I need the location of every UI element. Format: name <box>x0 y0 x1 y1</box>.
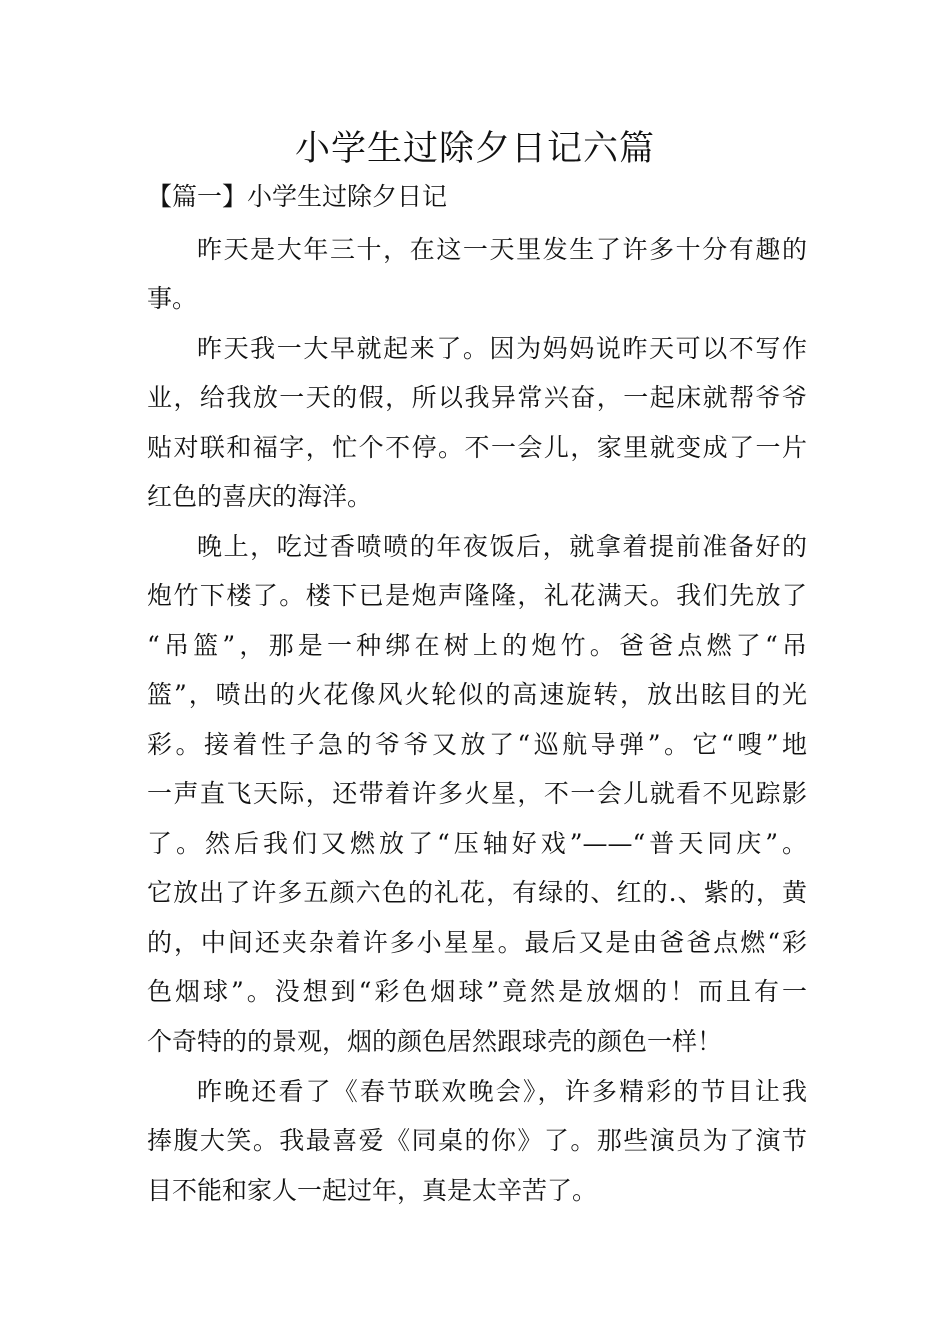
paragraph-line: 红色的喜庆的海洋。 <box>147 482 373 511</box>
paragraph-line: 捧腹大笑。我最喜爱《同桌的你》了。那些演员为了演节 <box>147 1126 807 1155</box>
paragraph-line: 篮”，喷出的火花像风火轮似的高速旋转，放出眩目的光 <box>147 680 807 709</box>
paragraph-line: “吊篮”，那是一种绑在树上的炮竹。爸爸点燃了“吊 <box>147 631 807 660</box>
paragraph-line: 彩。接着性子急的爷爷又放了“巡航导弹”。它“嗖”地 <box>147 730 807 759</box>
paragraph-line: 晚上，吃过香喷喷的年夜饭后，就拿着提前准备好的 <box>197 532 807 561</box>
paragraph-line: 一声直飞天际，还带着许多火星，不一会儿就看不见踪影 <box>147 779 807 808</box>
page-title: 小学生过除夕日记六篇 <box>294 129 655 169</box>
paragraph-line: 它放出了许多五颜六色的礼花，有绿的、红的.、紫的，黄 <box>147 878 807 907</box>
paragraph-line: 了。然后我们又燃放了“压轴好戏”——“普天同庆”。 <box>147 829 807 858</box>
paragraph-line: 个奇特的的景观，烟的颜色居然跟球壳的颜色一样！ <box>147 1027 723 1056</box>
paragraph-line: 贴对联和福字，忙个不停。不一会儿，家里就变成了一片 <box>147 433 807 462</box>
paragraph-line: 昨晚还看了《春节联欢晚会》，许多精彩的节目让我 <box>197 1077 807 1106</box>
paragraph-line: 昨天我一大早就起来了。因为妈妈说昨天可以不写作 <box>197 334 807 363</box>
paragraph-line: 业，给我放一天的假，所以我异常兴奋，一起床就帮爷爷 <box>147 383 807 412</box>
paragraph-line: 色烟球”。没想到“彩色烟球”竟然是放烟的！而且有一 <box>147 977 807 1006</box>
paragraph-line: 的，中间还夹杂着许多小星星。最后又是由爸爸点燃“彩 <box>147 928 807 957</box>
paragraph-line: 目不能和家人一起过年，真是太辛苦了。 <box>147 1176 598 1205</box>
section-heading: 【篇一】小学生过除夕日记 <box>147 182 448 211</box>
paragraph-line: 事。 <box>147 284 198 313</box>
paragraph-line: 炮竹下楼了。楼下已是炮声隆隆，礼花满天。我们先放了 <box>147 581 807 610</box>
paragraph-line: 昨天是大年三十，在这一天里发生了许多十分有趣的 <box>197 235 807 264</box>
